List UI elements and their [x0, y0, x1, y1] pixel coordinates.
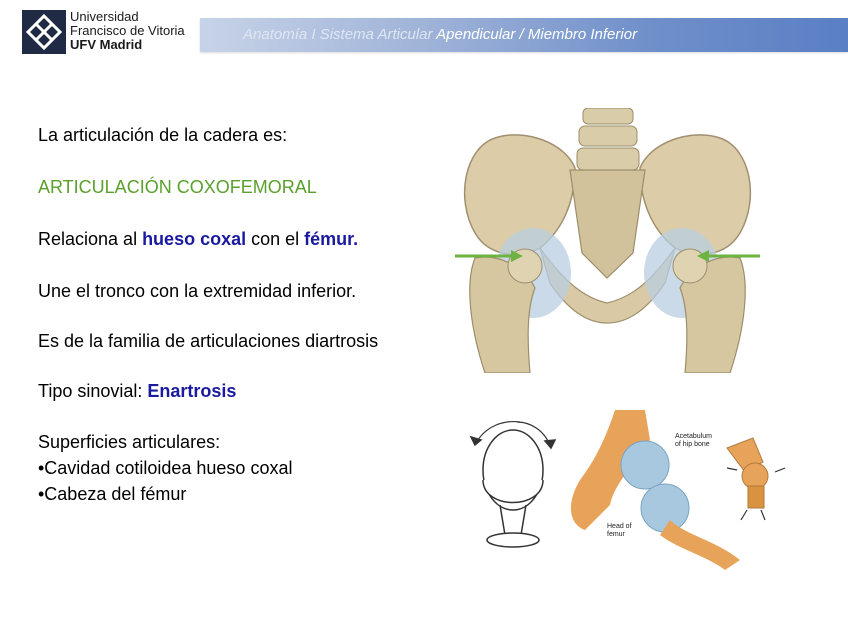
superficies-item-2: •Cabeza del fémur: [38, 484, 187, 504]
ufv-logo-icon: [22, 10, 66, 54]
tipo-line: [38, 381, 236, 402]
logo-line-1: Universidad: [70, 9, 139, 24]
banner-course: Anatomía I Sistema Articular: [243, 26, 433, 43]
title-banner: [200, 18, 848, 52]
ball-socket-model: [727, 438, 785, 520]
tipo-value: Enartrosis: [147, 381, 237, 401]
logo-line-3: UFV Madrid: [70, 37, 143, 52]
family-line: Es de la familia de articulaciones diartrosis: [38, 331, 379, 351]
superficies-title: Superficies articulares:: [38, 432, 221, 452]
joint-name: ARTICULACIÓN COXOFEMORAL: [38, 177, 317, 197]
banner-title: [243, 26, 637, 43]
relates-bone-coxal: hueso coxal: [142, 229, 247, 249]
logo-line-2: Francisco de Vitoria: [70, 23, 185, 38]
lumbar-vertebrae: [577, 108, 639, 170]
femoral-head-ball: [641, 484, 689, 532]
pelvis-illustration: [455, 108, 760, 373]
logo-wordmark: [70, 10, 185, 52]
intro-line: La articulación de la cadera es:: [38, 125, 288, 145]
superficies-item-1: •Cavidad cotiloidea hueso coxal: [38, 458, 293, 478]
relates-a: Relaciona al: [38, 229, 143, 249]
label-head-1: Head of: [607, 523, 632, 530]
relates-c: con el: [246, 229, 305, 249]
relates-bone-femur: fémur.: [304, 229, 359, 249]
label-head-2: femur: [607, 531, 625, 538]
label-acetabulum-1: Acetabulum: [675, 433, 712, 440]
egg-cup-diagram: [471, 422, 555, 547]
relates-line: [38, 229, 358, 250]
university-logo: [20, 9, 200, 55]
tipo-label: Tipo sinovial:: [38, 381, 148, 401]
banner-topic: Apendicular / Miembro Inferior: [436, 26, 638, 43]
hip-joint-diagram: [571, 410, 740, 570]
slide-header: [0, 0, 848, 62]
label-acetabulum-2: of hip bone: [675, 441, 710, 448]
une-line: Une el tronco con la extremidad inferior.: [38, 281, 357, 301]
acetabulum-socket: [621, 441, 669, 489]
ball-socket-diagrams: [465, 410, 795, 570]
